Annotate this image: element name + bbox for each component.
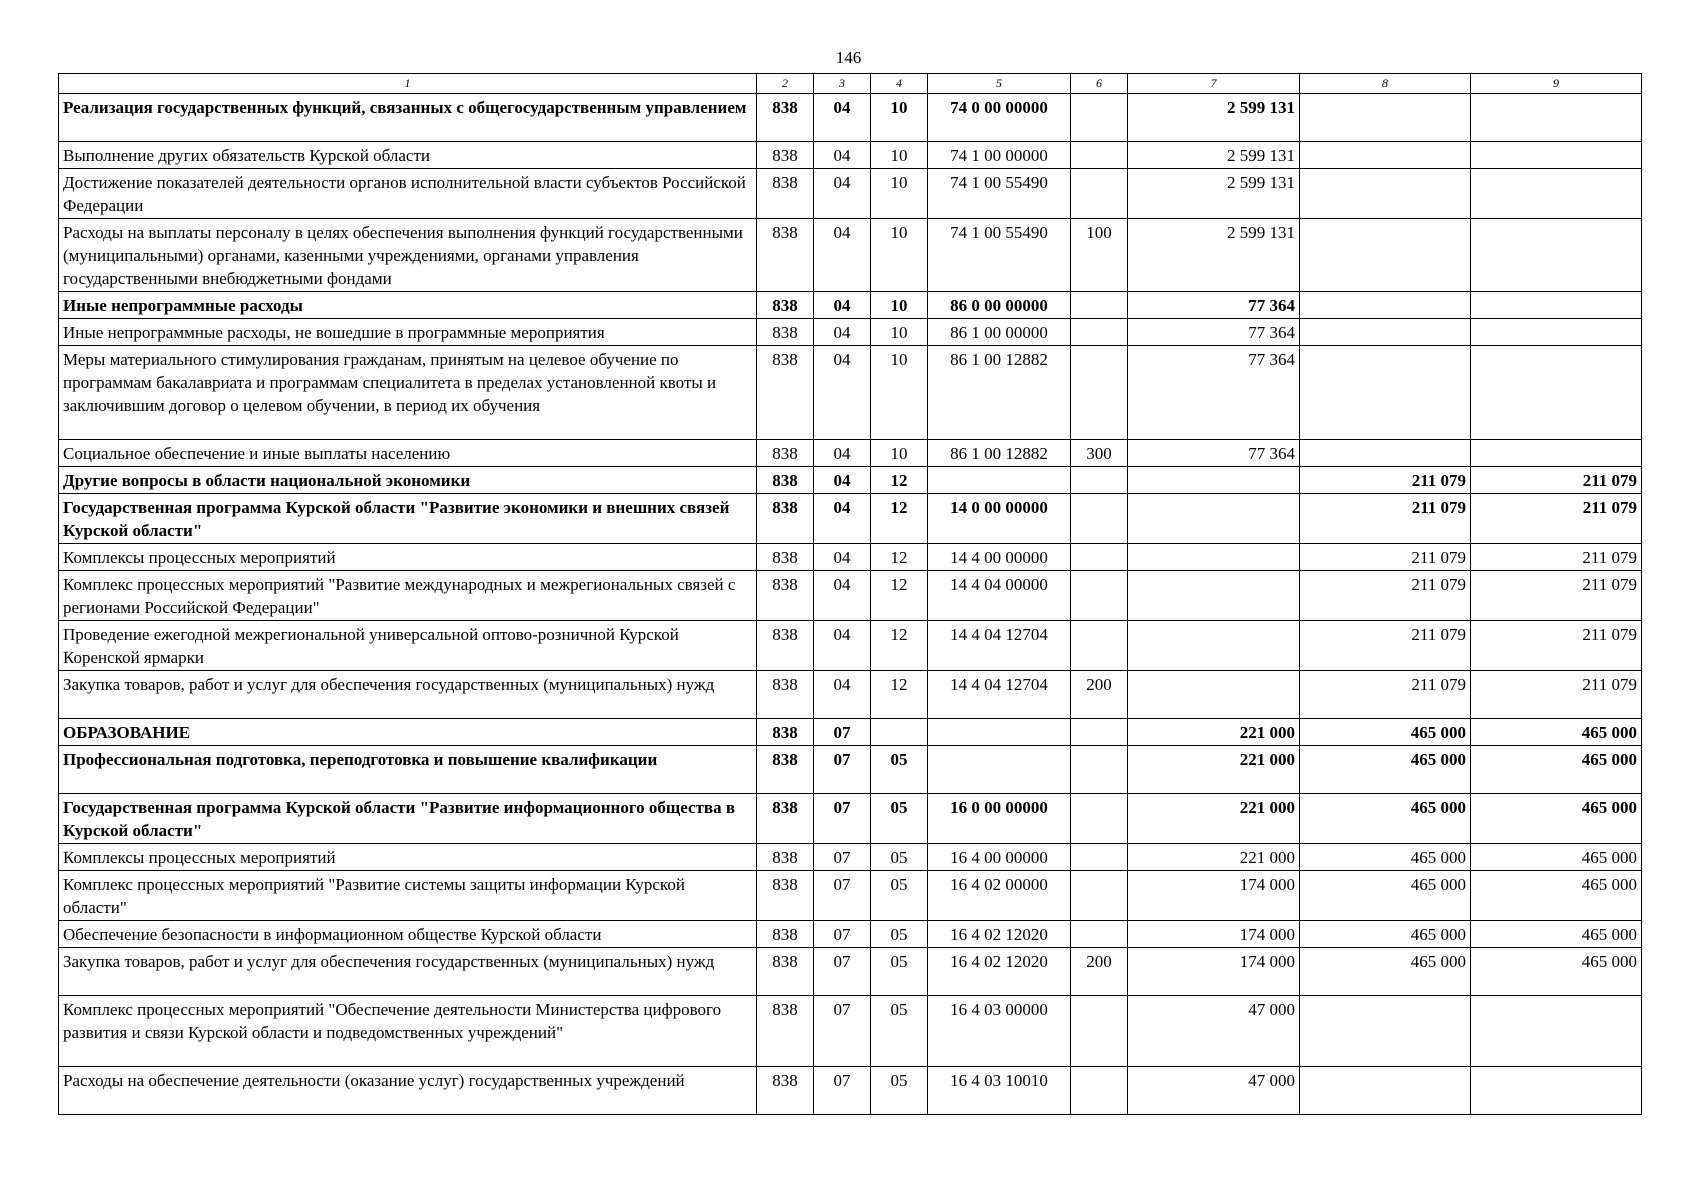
cell-amount-col9: 465 000 bbox=[1471, 719, 1642, 746]
cell-expense-type bbox=[1071, 746, 1128, 794]
cell-amount-col7: 221 000 bbox=[1128, 746, 1300, 794]
cell-section: 04 bbox=[814, 440, 871, 467]
cell-grbs: 838 bbox=[757, 871, 814, 921]
cell-subsection: 05 bbox=[871, 871, 928, 921]
cell-amount-col8: 211 079 bbox=[1300, 494, 1471, 544]
table-row bbox=[59, 571, 1642, 621]
cell-amount-col7: 77 364 bbox=[1128, 440, 1300, 467]
row-name: Выполнение других обязательств Курской области bbox=[59, 142, 757, 169]
cell-amount-col7 bbox=[1128, 467, 1300, 494]
cell-subsection: 10 bbox=[871, 219, 928, 292]
cell-grbs: 838 bbox=[757, 219, 814, 292]
table-row bbox=[59, 319, 1642, 346]
cell-amount-col9: 465 000 bbox=[1471, 794, 1642, 844]
table-row bbox=[59, 746, 1642, 794]
row-name: Обеспечение безопасности в информационном обществе Курской области bbox=[59, 921, 757, 948]
cell-amount-col7 bbox=[1128, 494, 1300, 544]
row-name: Иные непрограммные расходы, не вошедшие в программные мероприятия bbox=[59, 319, 757, 346]
cell-amount-col9: 211 079 bbox=[1471, 621, 1642, 671]
cell-expense-type bbox=[1071, 621, 1128, 671]
table-row bbox=[59, 219, 1642, 292]
cell-subsection: 10 bbox=[871, 440, 928, 467]
table-row bbox=[59, 948, 1642, 996]
cell-expense-type: 200 bbox=[1071, 671, 1128, 719]
cell-grbs: 838 bbox=[757, 996, 814, 1067]
cell-amount-col8 bbox=[1300, 996, 1471, 1067]
cell-amount-col8: 211 079 bbox=[1300, 544, 1471, 571]
cell-amount-col7 bbox=[1128, 544, 1300, 571]
cell-section: 07 bbox=[814, 921, 871, 948]
cell-grbs: 838 bbox=[757, 292, 814, 319]
cell-grbs: 838 bbox=[757, 142, 814, 169]
cell-amount-col8 bbox=[1300, 142, 1471, 169]
cell-grbs: 838 bbox=[757, 1067, 814, 1115]
table-row bbox=[59, 671, 1642, 719]
cell-section: 04 bbox=[814, 671, 871, 719]
cell-amount-col8 bbox=[1300, 346, 1471, 440]
cell-section: 04 bbox=[814, 169, 871, 219]
row-name: Закупка товаров, работ и услуг для обеспечения государственных (муниципальных) нужд bbox=[59, 948, 757, 996]
cell-grbs: 838 bbox=[757, 346, 814, 440]
table-row bbox=[59, 292, 1642, 319]
row-name: ОБРАЗОВАНИЕ bbox=[59, 719, 757, 746]
cell-amount-col8 bbox=[1300, 169, 1471, 219]
row-name: Реализация государственных функций, связанных с общегосударственным управлением bbox=[59, 94, 757, 142]
column-number: 9 bbox=[1471, 74, 1642, 94]
budget-table bbox=[58, 73, 1642, 1115]
table-row bbox=[59, 494, 1642, 544]
cell-amount-col8 bbox=[1300, 292, 1471, 319]
cell-target-article: 86 0 00 00000 bbox=[928, 292, 1071, 319]
row-name: Государственная программа Курской области "Развитие экономики и внешних связей Курской области" bbox=[59, 494, 757, 544]
cell-target-article: 14 0 00 00000 bbox=[928, 494, 1071, 544]
cell-target-article: 86 1 00 12882 bbox=[928, 440, 1071, 467]
cell-amount-col8: 465 000 bbox=[1300, 844, 1471, 871]
cell-expense-type bbox=[1071, 319, 1128, 346]
cell-amount-col9 bbox=[1471, 319, 1642, 346]
row-name: Достижение показателей деятельности органов исполнительной власти субъектов Российской Федерации bbox=[59, 169, 757, 219]
table-row bbox=[59, 346, 1642, 440]
cell-section: 04 bbox=[814, 292, 871, 319]
cell-expense-type bbox=[1071, 844, 1128, 871]
cell-section: 07 bbox=[814, 996, 871, 1067]
row-name: Иные непрограммные расходы bbox=[59, 292, 757, 319]
cell-amount-col7: 77 364 bbox=[1128, 346, 1300, 440]
cell-grbs: 838 bbox=[757, 467, 814, 494]
cell-subsection bbox=[871, 719, 928, 746]
cell-expense-type: 100 bbox=[1071, 219, 1128, 292]
cell-amount-col9 bbox=[1471, 346, 1642, 440]
cell-grbs: 838 bbox=[757, 169, 814, 219]
cell-amount-col8: 465 000 bbox=[1300, 794, 1471, 844]
cell-amount-col7 bbox=[1128, 571, 1300, 621]
cell-target-article: 16 4 02 12020 bbox=[928, 948, 1071, 996]
table-row bbox=[59, 871, 1642, 921]
cell-expense-type bbox=[1071, 292, 1128, 319]
cell-target-article: 74 0 00 00000 bbox=[928, 94, 1071, 142]
cell-grbs: 838 bbox=[757, 719, 814, 746]
cell-target-article bbox=[928, 719, 1071, 746]
cell-subsection: 12 bbox=[871, 544, 928, 571]
column-number: 6 bbox=[1071, 74, 1128, 94]
table-row bbox=[59, 719, 1642, 746]
cell-subsection: 05 bbox=[871, 1067, 928, 1115]
table-row bbox=[59, 844, 1642, 871]
cell-subsection: 12 bbox=[871, 494, 928, 544]
cell-section: 04 bbox=[814, 621, 871, 671]
cell-amount-col8 bbox=[1300, 1067, 1471, 1115]
cell-amount-col7: 47 000 bbox=[1128, 996, 1300, 1067]
cell-target-article: 16 4 03 00000 bbox=[928, 996, 1071, 1067]
cell-amount-col7: 174 000 bbox=[1128, 921, 1300, 948]
cell-amount-col8 bbox=[1300, 94, 1471, 142]
cell-expense-type bbox=[1071, 571, 1128, 621]
cell-grbs: 838 bbox=[757, 544, 814, 571]
column-number-row bbox=[59, 74, 1642, 94]
cell-target-article: 16 4 03 10010 bbox=[928, 1067, 1071, 1115]
cell-expense-type bbox=[1071, 544, 1128, 571]
cell-subsection: 10 bbox=[871, 346, 928, 440]
column-number: 4 bbox=[871, 74, 928, 94]
cell-amount-col9: 465 000 bbox=[1471, 844, 1642, 871]
column-number: 1 bbox=[59, 74, 757, 94]
table-row bbox=[59, 996, 1642, 1067]
cell-amount-col9 bbox=[1471, 94, 1642, 142]
cell-grbs: 838 bbox=[757, 494, 814, 544]
cell-expense-type bbox=[1071, 346, 1128, 440]
cell-amount-col8: 211 079 bbox=[1300, 571, 1471, 621]
cell-expense-type: 300 bbox=[1071, 440, 1128, 467]
row-name: Проведение ежегодной межрегиональной универсальной оптово-розничной Курской Коренской ярмарки bbox=[59, 621, 757, 671]
cell-target-article: 14 4 04 12704 bbox=[928, 671, 1071, 719]
cell-section: 07 bbox=[814, 719, 871, 746]
cell-section: 04 bbox=[814, 346, 871, 440]
cell-expense-type bbox=[1071, 94, 1128, 142]
cell-target-article: 16 0 00 00000 bbox=[928, 794, 1071, 844]
cell-amount-col7: 174 000 bbox=[1128, 871, 1300, 921]
cell-grbs: 838 bbox=[757, 94, 814, 142]
cell-amount-col7: 221 000 bbox=[1128, 844, 1300, 871]
cell-target-article: 86 1 00 12882 bbox=[928, 346, 1071, 440]
table-row bbox=[59, 1067, 1642, 1115]
cell-target-article: 74 1 00 00000 bbox=[928, 142, 1071, 169]
cell-expense-type bbox=[1071, 467, 1128, 494]
cell-amount-col7: 2 599 131 bbox=[1128, 219, 1300, 292]
cell-target-article: 16 4 00 00000 bbox=[928, 844, 1071, 871]
cell-amount-col7: 2 599 131 bbox=[1128, 142, 1300, 169]
row-name: Комплексы процессных мероприятий bbox=[59, 844, 757, 871]
cell-target-article: 16 4 02 12020 bbox=[928, 921, 1071, 948]
cell-subsection: 05 bbox=[871, 996, 928, 1067]
cell-amount-col7: 77 364 bbox=[1128, 292, 1300, 319]
cell-section: 07 bbox=[814, 794, 871, 844]
cell-amount-col9 bbox=[1471, 169, 1642, 219]
cell-subsection: 12 bbox=[871, 571, 928, 621]
cell-expense-type: 200 bbox=[1071, 948, 1128, 996]
row-name: Комплексы процессных мероприятий bbox=[59, 544, 757, 571]
cell-amount-col9 bbox=[1471, 292, 1642, 319]
cell-subsection: 10 bbox=[871, 292, 928, 319]
cell-section: 07 bbox=[814, 746, 871, 794]
column-number: 3 bbox=[814, 74, 871, 94]
cell-target-article bbox=[928, 746, 1071, 794]
cell-target-article: 14 4 00 00000 bbox=[928, 544, 1071, 571]
cell-amount-col9: 211 079 bbox=[1471, 671, 1642, 719]
cell-subsection: 12 bbox=[871, 671, 928, 719]
cell-subsection: 05 bbox=[871, 844, 928, 871]
cell-amount-col9: 211 079 bbox=[1471, 544, 1642, 571]
cell-subsection: 05 bbox=[871, 794, 928, 844]
cell-section: 04 bbox=[814, 319, 871, 346]
row-name: Комплекс процессных мероприятий "Обеспечение деятельности Министерства цифрового развития и связи Курской области и подведомственных учреждений" bbox=[59, 996, 757, 1067]
cell-amount-col8 bbox=[1300, 319, 1471, 346]
cell-amount-col9: 211 079 bbox=[1471, 571, 1642, 621]
cell-target-article: 14 4 04 12704 bbox=[928, 621, 1071, 671]
row-name: Комплекс процессных мероприятий "Развитие системы защиты информации Курской области" bbox=[59, 871, 757, 921]
cell-amount-col7: 174 000 bbox=[1128, 948, 1300, 996]
cell-target-article: 86 1 00 00000 bbox=[928, 319, 1071, 346]
table-row bbox=[59, 794, 1642, 844]
row-name: Комплекс процессных мероприятий "Развитие международных и межрегиональных связей с регионами Российской Федерации" bbox=[59, 571, 757, 621]
cell-target-article: 74 1 00 55490 bbox=[928, 169, 1071, 219]
cell-grbs: 838 bbox=[757, 921, 814, 948]
column-number: 5 bbox=[928, 74, 1071, 94]
page-number: 146 bbox=[835, 48, 862, 67]
cell-expense-type bbox=[1071, 1067, 1128, 1115]
cell-grbs: 838 bbox=[757, 844, 814, 871]
row-name: Меры материального стимулирования гражданам, принятым на целевое обучение по программам бакалавриата и программам специалитета в пределах установленной квоты и заключившим договор о целевом обучении, в период их обучения bbox=[59, 346, 757, 440]
cell-subsection: 10 bbox=[871, 169, 928, 219]
row-name: Закупка товаров, работ и услуг для обеспечения государственных (муниципальных) нужд bbox=[59, 671, 757, 719]
cell-section: 04 bbox=[814, 467, 871, 494]
cell-grbs: 838 bbox=[757, 621, 814, 671]
row-name: Государственная программа Курской области "Развитие информационного общества в Курской области" bbox=[59, 794, 757, 844]
cell-amount-col8: 465 000 bbox=[1300, 719, 1471, 746]
cell-subsection: 10 bbox=[871, 319, 928, 346]
cell-amount-col9: 465 000 bbox=[1471, 871, 1642, 921]
cell-grbs: 838 bbox=[757, 948, 814, 996]
cell-expense-type bbox=[1071, 871, 1128, 921]
row-name: Расходы на обеспечение деятельности (оказание услуг) государственных учреждений bbox=[59, 1067, 757, 1115]
row-name: Социальное обеспечение и иные выплаты населению bbox=[59, 440, 757, 467]
cell-amount-col7: 221 000 bbox=[1128, 794, 1300, 844]
cell-section: 07 bbox=[814, 948, 871, 996]
cell-section: 04 bbox=[814, 142, 871, 169]
cell-amount-col9: 465 000 bbox=[1471, 948, 1642, 996]
cell-grbs: 838 bbox=[757, 671, 814, 719]
cell-amount-col9: 465 000 bbox=[1471, 746, 1642, 794]
cell-amount-col8: 211 079 bbox=[1300, 467, 1471, 494]
cell-amount-col9 bbox=[1471, 1067, 1642, 1115]
cell-amount-col8: 465 000 bbox=[1300, 948, 1471, 996]
table-row bbox=[59, 621, 1642, 671]
cell-amount-col9: 465 000 bbox=[1471, 921, 1642, 948]
table-row bbox=[59, 440, 1642, 467]
table-row bbox=[59, 467, 1642, 494]
cell-expense-type bbox=[1071, 169, 1128, 219]
cell-amount-col9 bbox=[1471, 440, 1642, 467]
cell-grbs: 838 bbox=[757, 319, 814, 346]
cell-grbs: 838 bbox=[757, 746, 814, 794]
cell-section: 07 bbox=[814, 1067, 871, 1115]
cell-target-article: 16 4 02 00000 bbox=[928, 871, 1071, 921]
cell-section: 07 bbox=[814, 844, 871, 871]
cell-amount-col8: 211 079 bbox=[1300, 671, 1471, 719]
cell-subsection: 10 bbox=[871, 142, 928, 169]
cell-amount-col9: 211 079 bbox=[1471, 494, 1642, 544]
column-number: 2 bbox=[757, 74, 814, 94]
cell-amount-col9 bbox=[1471, 142, 1642, 169]
cell-amount-col8 bbox=[1300, 440, 1471, 467]
cell-section: 04 bbox=[814, 571, 871, 621]
cell-amount-col7: 77 364 bbox=[1128, 319, 1300, 346]
cell-subsection: 12 bbox=[871, 621, 928, 671]
table-row bbox=[59, 544, 1642, 571]
cell-subsection: 05 bbox=[871, 948, 928, 996]
row-name: Профессиональная подготовка, переподготовка и повышение квалификации bbox=[59, 746, 757, 794]
cell-section: 04 bbox=[814, 544, 871, 571]
cell-amount-col8: 211 079 bbox=[1300, 621, 1471, 671]
cell-subsection: 10 bbox=[871, 94, 928, 142]
cell-amount-col8: 465 000 bbox=[1300, 871, 1471, 921]
row-name: Расходы на выплаты персоналу в целях обеспечения выполнения функций государственными (муниципальными) органами, казенными учреждениями, органами управления государственными внебюджетными фондами bbox=[59, 219, 757, 292]
cell-subsection: 12 bbox=[871, 467, 928, 494]
cell-section: 04 bbox=[814, 94, 871, 142]
cell-grbs: 838 bbox=[757, 440, 814, 467]
table-row bbox=[59, 94, 1642, 142]
cell-expense-type bbox=[1071, 719, 1128, 746]
cell-subsection: 05 bbox=[871, 746, 928, 794]
cell-expense-type bbox=[1071, 494, 1128, 544]
column-number: 8 bbox=[1300, 74, 1471, 94]
cell-amount-col9: 211 079 bbox=[1471, 467, 1642, 494]
cell-subsection: 05 bbox=[871, 921, 928, 948]
cell-amount-col8 bbox=[1300, 219, 1471, 292]
cell-target-article bbox=[928, 467, 1071, 494]
cell-grbs: 838 bbox=[757, 571, 814, 621]
table-row bbox=[59, 142, 1642, 169]
cell-expense-type bbox=[1071, 996, 1128, 1067]
table-row bbox=[59, 921, 1642, 948]
cell-amount-col7 bbox=[1128, 671, 1300, 719]
cell-amount-col7: 221 000 bbox=[1128, 719, 1300, 746]
cell-section: 04 bbox=[814, 494, 871, 544]
table-row bbox=[59, 169, 1642, 219]
cell-target-article: 14 4 04 00000 bbox=[928, 571, 1071, 621]
cell-expense-type bbox=[1071, 921, 1128, 948]
cell-section: 07 bbox=[814, 871, 871, 921]
cell-amount-col8: 465 000 bbox=[1300, 921, 1471, 948]
cell-amount-col7: 2 599 131 bbox=[1128, 94, 1300, 142]
cell-expense-type bbox=[1071, 142, 1128, 169]
cell-amount-col8: 465 000 bbox=[1300, 746, 1471, 794]
column-number: 7 bbox=[1128, 74, 1300, 94]
cell-expense-type bbox=[1071, 794, 1128, 844]
cell-amount-col9 bbox=[1471, 219, 1642, 292]
cell-grbs: 838 bbox=[757, 794, 814, 844]
cell-amount-col7 bbox=[1128, 621, 1300, 671]
row-name: Другие вопросы в области национальной экономики bbox=[59, 467, 757, 494]
cell-section: 04 bbox=[814, 219, 871, 292]
cell-amount-col9 bbox=[1471, 996, 1642, 1067]
cell-amount-col7: 47 000 bbox=[1128, 1067, 1300, 1115]
cell-target-article: 74 1 00 55490 bbox=[928, 219, 1071, 292]
cell-amount-col7: 2 599 131 bbox=[1128, 169, 1300, 219]
